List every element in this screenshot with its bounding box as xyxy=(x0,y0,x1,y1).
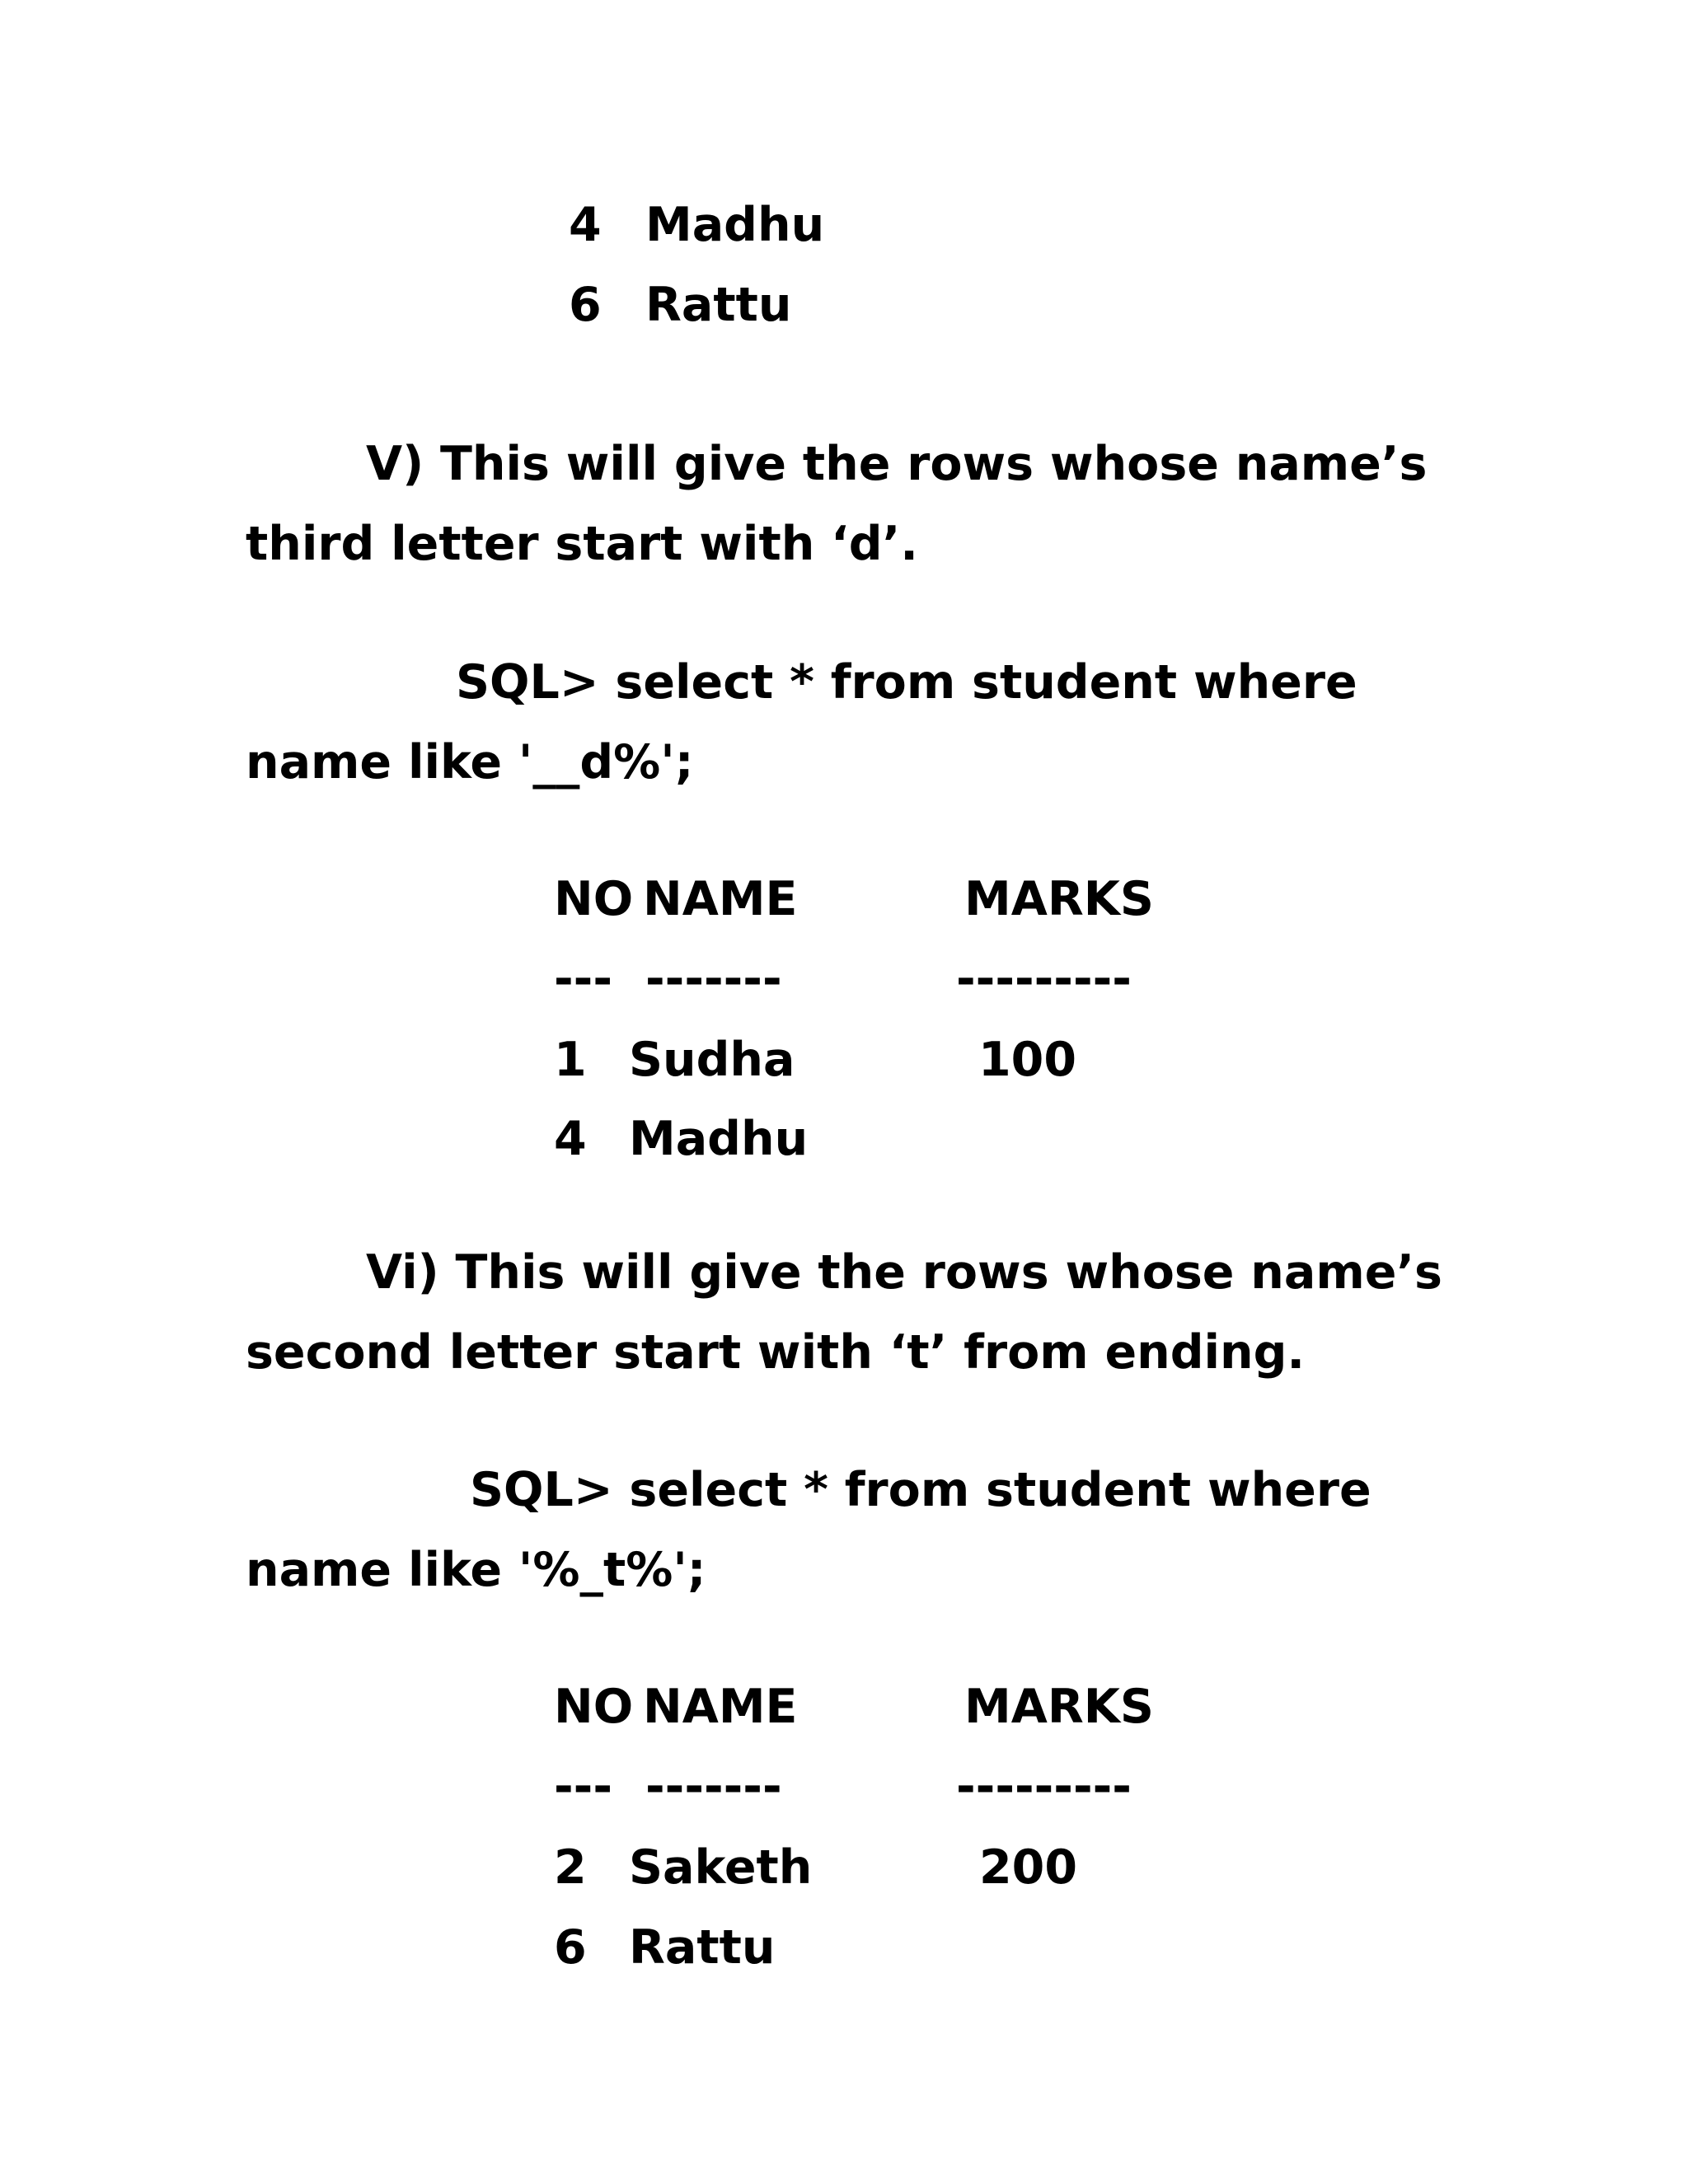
section-vi-description-line1: Vi) This will give the rows whose name’s xyxy=(366,1245,1442,1300)
section-vi-description-line2: second letter start with ‘t’ from ending. xyxy=(246,1325,1306,1380)
table-row-no: 1 xyxy=(554,1033,587,1087)
divider-marks: --------- xyxy=(956,952,1132,1006)
section-v-description-line1: V) This will give the rows whose name’s xyxy=(366,437,1428,491)
row-no: 4 xyxy=(569,198,602,252)
divider-no: --- xyxy=(554,952,612,1006)
divider-name: ------- xyxy=(645,1760,782,1814)
divider-marks: --------- xyxy=(956,1760,1132,1814)
section-v-description-line2: third letter start with ‘d’. xyxy=(246,517,918,571)
table-row-marks: 100 xyxy=(978,1033,1076,1087)
table-row-no: 6 xyxy=(554,1920,587,1975)
header-no: NO xyxy=(554,1680,634,1734)
table-row-name: Sudha xyxy=(629,1033,795,1087)
table-row-name: Saketh xyxy=(629,1840,813,1895)
section-v-sql-line1: SQL> select * from student where xyxy=(456,655,1357,710)
header-name: NAME xyxy=(643,872,798,926)
row-name: Madhu xyxy=(645,198,825,252)
header-marks: MARKS xyxy=(964,872,1154,926)
header-marks: MARKS xyxy=(964,1680,1154,1734)
header-name: NAME xyxy=(643,1680,798,1734)
table-row-name: Rattu xyxy=(629,1920,776,1975)
row-name: Rattu xyxy=(645,278,792,332)
divider-name: ------- xyxy=(645,952,782,1006)
section-v-sql-line2: name like '__d%'; xyxy=(246,735,694,790)
table-row-marks: 200 xyxy=(979,1840,1077,1895)
divider-no: --- xyxy=(554,1760,612,1814)
table-row-name: Madhu xyxy=(629,1112,809,1166)
table-row-no: 2 xyxy=(554,1840,587,1895)
table-row-no: 4 xyxy=(554,1112,587,1166)
row-no: 6 xyxy=(569,278,602,332)
section-vi-sql-line2: name like '%_t%'; xyxy=(246,1543,706,1597)
header-no: NO xyxy=(554,872,634,926)
section-vi-sql-line1: SQL> select * from student where xyxy=(470,1463,1372,1517)
